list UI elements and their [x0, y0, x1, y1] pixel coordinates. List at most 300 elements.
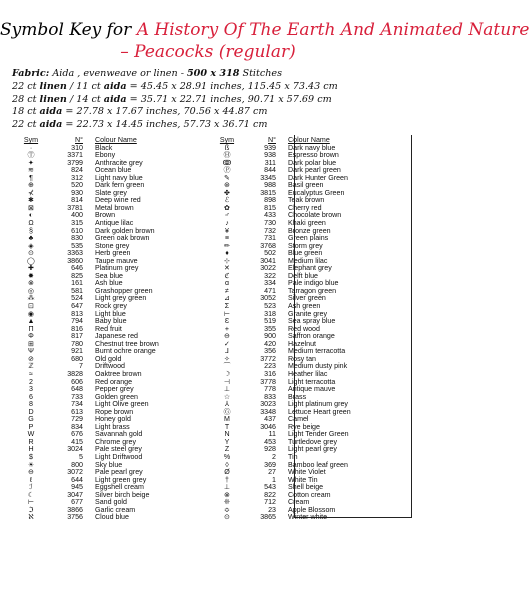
symbol-cell: ✿	[224, 203, 230, 212]
thread-number-cell: 471	[264, 286, 276, 295]
colour-name-cell: Slate grey	[95, 188, 127, 197]
fabric-type: aida	[103, 93, 127, 105]
colour-name-cell: Platinum grey	[95, 264, 139, 273]
symbol-cell: ℰ	[224, 196, 230, 205]
colour-name-cell: Red orange	[95, 377, 133, 386]
symbol-cell: ◯	[27, 256, 35, 265]
symbol-cell: ⊿	[224, 294, 230, 303]
thread-number-cell: 7	[79, 362, 83, 371]
colour-name-cell: Rope brown	[95, 407, 134, 416]
colour-name-cell: Light brass	[95, 422, 130, 431]
symbol-cell: ℭ	[224, 271, 230, 280]
thread-number-cell: 3799	[67, 158, 83, 167]
colour-name-cell: Rye beige	[288, 422, 320, 431]
thread-number-cell: 794	[71, 317, 83, 326]
stitch-count: 500 x 318	[187, 68, 240, 79]
colour-name-cell: Light Driftwood	[95, 452, 143, 461]
thread-number-cell: 11	[268, 430, 276, 439]
colour-name-cell: Saffron orange	[288, 332, 335, 341]
thread-number-cell: 3371	[67, 151, 83, 160]
colour-name-cell: Bamboo leaf green	[288, 460, 348, 469]
thread-number-cell: 3865	[260, 513, 276, 522]
thread-number-cell: 938	[264, 151, 276, 160]
colour-name-cell: Chrome grey	[95, 437, 137, 446]
symbol-cell: ▲	[27, 317, 35, 326]
thread-number-cell: 606	[71, 377, 83, 386]
colour-name-cell: Cherry red	[288, 203, 322, 212]
thread-number-cell: 676	[71, 430, 83, 439]
thread-number-cell: 814	[71, 196, 83, 205]
table-row	[216, 409, 410, 417]
colour-name-cell: Dark navy blue	[288, 143, 336, 152]
symbol-cell: ⌒	[223, 362, 231, 371]
thread-number-cell: 822	[264, 490, 276, 499]
thread-number-cell: 369	[264, 460, 276, 469]
symbol-cell: ≡	[224, 234, 230, 243]
colour-name-cell: Antique lilac	[95, 219, 134, 228]
colour-name-cell: Metal brown	[95, 203, 134, 212]
symbol-cell: Ⓖ	[223, 407, 231, 416]
symbol-cell: ⅄	[224, 400, 230, 409]
colour-name-cell: Delft blue	[288, 271, 318, 280]
colour-name-cell: Light blue	[95, 309, 126, 318]
fabric-type: aida	[103, 81, 127, 92]
thread-number-cell: 415	[71, 437, 83, 446]
colour-name-cell: Pale indigo blue	[288, 279, 339, 288]
thread-number-cell: 523	[264, 302, 276, 311]
symbol-cell: ≠	[225, 286, 229, 295]
symbol-cell: ≋	[28, 166, 34, 175]
fabric-type: linen	[39, 93, 67, 105]
colour-name-cell: Ash green	[288, 302, 321, 311]
symbol-cell: ✓	[224, 339, 230, 348]
thread-count: 22 ct	[12, 81, 40, 92]
symbol-cell: ✧	[224, 354, 230, 363]
colour-name-cell: White Tin	[288, 475, 318, 484]
thread-number-cell: 647	[71, 302, 83, 311]
symbol-cell: ⊖	[224, 332, 230, 341]
thread-number-cell: 581	[71, 286, 83, 295]
finished-dimensions: = 45.45 x 28.91 inches, 115.45 x 73.43 cm	[126, 81, 338, 92]
colour-name-cell: Japanese red	[95, 332, 138, 341]
symbol-cell: ⊞	[28, 339, 34, 348]
thread-number-cell: 613	[71, 407, 83, 416]
colour-name-cell: Deep wine red	[95, 196, 141, 205]
colour-name-cell: Driftwood	[95, 362, 125, 371]
symbol-cell: ⊖	[28, 468, 34, 477]
finished-dimensions: = 35.71 x 22.71 inches, 90.71 x 57.69 cm	[126, 93, 332, 105]
thread-number-cell: 3041	[260, 256, 276, 265]
symbol-cell: ⊠	[28, 203, 34, 212]
thread-number-cell: 3023	[260, 400, 276, 409]
symbol-cell: ⊥	[223, 385, 231, 394]
symbol-cell: ⊛	[224, 181, 230, 190]
colour-name-cell: Light navy blue	[95, 173, 143, 182]
thread-count: 28 ct	[12, 93, 40, 105]
colour-name-cell: Ebony	[95, 151, 116, 160]
symbol-cell: ♦	[225, 249, 229, 258]
symbol-cell: ⊥	[223, 483, 231, 492]
table-row	[216, 514, 410, 522]
thread-number-cell: 988	[264, 181, 276, 190]
thread-number-cell: 161	[71, 279, 83, 288]
thread-number-cell: 3828	[67, 369, 83, 378]
colour-name-cell: Cloud blue	[95, 513, 129, 522]
thread-number-cell: 733	[71, 392, 83, 401]
symbol-cell: Ø	[224, 468, 230, 477]
symbol-cell: ✸	[28, 271, 34, 280]
symbol-cell: ⊡	[28, 302, 34, 311]
colour-name-cell: Basil green	[288, 181, 324, 190]
colour-name-cell: Light platinum grey	[288, 400, 348, 409]
thread-number-cell: 3778	[260, 377, 276, 386]
colour-name-cell: Chocolate brown	[288, 211, 342, 220]
colour-name-cell: Ash blue	[95, 279, 123, 288]
thread-number-cell: 3072	[67, 468, 83, 477]
symbol-cell: 2	[29, 377, 33, 386]
colour-name-cell: Brass	[288, 392, 307, 401]
thread-number-cell: 311	[264, 158, 276, 167]
thread-number-cell: 3781	[67, 203, 83, 212]
symbol-cell: ≎	[224, 505, 230, 514]
symbol-cell: ⅃	[225, 347, 229, 356]
symbol-cell: ☾	[27, 490, 35, 499]
thread-count: 14 ct	[76, 93, 104, 105]
thread-number-cell: 3363	[67, 249, 83, 258]
table-body-right	[216, 145, 410, 522]
header-sym: Sym	[23, 136, 39, 144]
colour-name-cell: Tarragon green	[288, 286, 337, 295]
fabric-size-line	[12, 119, 412, 132]
symbol-cell: H	[28, 445, 34, 454]
colour-name-cell: Ocean blue	[95, 166, 132, 175]
symbol-cell: P	[28, 422, 34, 431]
colour-name-cell: Light pearl grey	[288, 445, 337, 454]
symbol-cell: ◉	[27, 309, 35, 318]
colour-name-cell: Chestnut tree brown	[95, 339, 159, 348]
colour-name-cell: Light terracotta	[288, 377, 336, 386]
thread-number-cell: 524	[71, 294, 83, 303]
fabric-size-line	[12, 94, 412, 107]
thread-number-cell: 27	[268, 468, 276, 477]
symbol-cell: Ψ	[28, 347, 34, 356]
colour-name-cell: Dark fern green	[95, 181, 145, 190]
colour-name-cell: Anthracite grey	[95, 158, 143, 167]
thread-number-cell: 817	[71, 332, 83, 341]
thread-number-cell: 712	[264, 498, 276, 507]
header-num: N°	[268, 136, 276, 144]
thread-number-cell: 677	[71, 498, 83, 507]
colour-name-cell: Green oak brown	[95, 234, 150, 243]
thread-number-cell: 223	[264, 362, 276, 371]
thread-number-cell: 1	[272, 475, 276, 484]
colour-name-cell: Elephant grey	[288, 264, 332, 273]
symbol-cell: ⁂	[27, 294, 35, 303]
finished-dimensions: = 27.78 x 17.67 inches, 70.56 x 44.87 cm	[62, 106, 268, 117]
thread-number-cell: 543	[264, 483, 276, 492]
symbol-cell: Ɛ	[224, 317, 230, 326]
colour-name-cell: Rock grey	[95, 302, 127, 311]
thread-number-cell: 732	[264, 226, 276, 235]
thread-number-cell: 731	[264, 234, 276, 243]
thread-number-cell: 453	[264, 437, 276, 446]
colour-name-cell: Light grey green	[95, 294, 147, 303]
pattern-variant: – Peacocks (regular)	[120, 42, 296, 62]
thread-number-cell: 316	[264, 369, 276, 378]
title-prefix: Symbol Key for	[0, 20, 132, 40]
colour-name-cell: Pepper grey	[95, 385, 134, 394]
thread-number-cell: 825	[71, 271, 83, 280]
thread-number-cell: 3047	[67, 490, 83, 499]
thread-number-cell: 23	[268, 505, 276, 514]
symbol-cell: T	[224, 422, 230, 431]
symbol-cell: ☽	[223, 369, 231, 378]
symbol-cell: §	[29, 226, 33, 235]
colour-name-cell: Turtledove grey	[288, 437, 338, 446]
symbol-cell: M	[224, 415, 230, 424]
thread-count: 18 ct	[12, 106, 40, 117]
symbol-cell: ℵ	[28, 513, 34, 522]
thread-number-cell: 3052	[260, 294, 276, 303]
colour-name-cell: Heather lilac	[288, 369, 328, 378]
symbol-cell: ◎	[27, 286, 35, 295]
symbol-cell: $	[29, 452, 33, 461]
thread-number-cell: 502	[264, 249, 276, 258]
symbol-cell: R	[28, 437, 34, 446]
table-row	[216, 446, 410, 454]
header-num: N°	[75, 136, 83, 144]
colour-name-cell: Medium dusty pink	[288, 362, 348, 371]
thread-number-cell: 816	[71, 324, 83, 333]
symbol-cell: ⊣	[223, 377, 231, 386]
symbol-cell: ⊢	[27, 498, 35, 507]
table-row	[216, 492, 410, 500]
symbol-cell: ⊹	[224, 256, 230, 265]
symbol-cell: ⊢	[223, 309, 231, 318]
thread-number-cell: 680	[71, 354, 83, 363]
fabric-label: Fabric:	[12, 68, 50, 79]
symbol-cell: ◊	[225, 460, 229, 469]
thread-number-cell: 928	[264, 445, 276, 454]
colour-name-cell: Granite grey	[288, 309, 328, 318]
thread-number-cell: 815	[264, 203, 276, 212]
page-title	[0, 20, 529, 40]
symbol-cell: ♪	[225, 219, 229, 228]
header-name: Colour Name	[288, 136, 330, 144]
thread-number-cell: 535	[71, 241, 83, 250]
thread-number-cell: 520	[71, 181, 83, 190]
thread-number-cell: 844	[264, 166, 276, 175]
symbol-cell: ✱	[28, 196, 34, 205]
colour-name-cell: Dark golden brown	[95, 226, 155, 235]
colour-name-cell: Tin	[288, 452, 298, 461]
symbol-cell: ◐	[28, 211, 34, 220]
colour-name-cell: Teak brown	[288, 196, 325, 205]
colour-name-cell: Eggshell cream	[95, 483, 144, 492]
colour-name-cell: Silver birch beige	[95, 490, 150, 499]
thread-number-cell: 334	[264, 279, 276, 288]
colour-name-cell: Brown	[95, 211, 116, 220]
colour-name-cell: Sand gold	[95, 498, 127, 507]
thread-number-cell: 3860	[67, 256, 83, 265]
symbol-cell: ☀	[27, 460, 35, 469]
colour-name-cell: Green plains	[288, 234, 329, 243]
thread-number-cell: 312	[71, 173, 83, 182]
thread-number-cell: 5	[79, 452, 83, 461]
thread-number-cell: 433	[264, 211, 276, 220]
stitch-suffix: Stitches	[239, 68, 283, 79]
thread-number-cell: 3756	[67, 513, 83, 522]
symbol-cell: ☆	[223, 392, 231, 401]
symbol-cell: ⊙	[224, 513, 230, 522]
colour-name-cell: Herb green	[95, 249, 131, 258]
symbol-cell: D	[28, 407, 34, 416]
thread-number-cell: 644	[71, 475, 83, 484]
symbol-cell: ℓ	[29, 475, 33, 484]
symbol-table-right	[216, 137, 410, 522]
thread-count: 22 ct	[12, 118, 40, 130]
fabric-line	[12, 68, 412, 81]
symbol-cell: ✤	[224, 188, 230, 197]
symbol-cell: %	[223, 452, 231, 461]
colour-name-cell: Sky blue	[95, 460, 123, 469]
separator: /	[66, 81, 77, 92]
symbol-cell: Ω	[28, 219, 34, 228]
colour-name-cell: Camel	[288, 415, 309, 424]
thread-number-cell: 2	[272, 452, 276, 461]
thread-number-cell: 780	[71, 339, 83, 348]
symbol-cell: ⊀	[28, 188, 34, 197]
thread-number-cell: 734	[71, 400, 83, 409]
header-name: Colour Name	[95, 136, 137, 144]
page-subtitle	[0, 42, 416, 62]
symbol-cell: 3	[29, 385, 33, 394]
symbol-cell: ✦	[28, 158, 34, 167]
symbol-cell: ɑ	[225, 279, 229, 288]
symbol-cell: Σ	[224, 302, 230, 311]
thread-number-cell: 730	[264, 219, 276, 228]
symbol-cell: ⊕	[28, 181, 34, 190]
colour-name-cell: Black	[95, 143, 113, 152]
fabric-size-line	[12, 81, 412, 94]
pattern-name: A History Of The Earth And Animated Nature	[136, 20, 529, 40]
separator: /	[66, 93, 77, 105]
colour-name-cell: Khaki green	[288, 219, 326, 228]
colour-name-cell: Cream	[288, 498, 310, 507]
colour-name-cell: Silver green	[288, 294, 326, 303]
symbol-cell: N	[224, 430, 230, 439]
thread-number-cell: 648	[71, 385, 83, 394]
thread-number-cell: 778	[264, 385, 276, 394]
symbol-cell: ¥	[225, 226, 229, 235]
symbol-cell: ℑ	[28, 505, 34, 514]
symbol-cell: Z	[224, 445, 230, 454]
colour-name-cell: Light Tender Green	[288, 430, 349, 439]
thread-number-cell: 900	[264, 332, 276, 341]
colour-name-cell: Dark polar blue	[288, 158, 337, 167]
colour-name-cell: Red wood	[288, 324, 320, 333]
symbol-cell: ⊙	[28, 249, 34, 258]
colour-name-cell: Blue green	[288, 249, 323, 258]
symbol-cell: ß	[224, 143, 230, 152]
colour-name-cell: Light Olive green	[95, 400, 149, 409]
thread-count: 11 ct	[76, 81, 104, 92]
thread-number-cell: 437	[264, 415, 276, 424]
colour-name-cell: Bronze green	[288, 226, 331, 235]
symbol-cell: ⊗	[28, 279, 34, 288]
colour-name-cell: Antique mauve	[288, 385, 336, 394]
colour-name-cell: Shell beige	[288, 483, 324, 492]
colour-name-cell: Cotton cream	[288, 490, 331, 499]
colour-name-cell: Sea blue	[95, 271, 124, 280]
symbol-cell: ✏	[224, 241, 230, 250]
symbol-cell: ⊘	[28, 354, 34, 363]
symbol-cell: ¶	[29, 173, 33, 182]
colour-name-cell: Golden green	[95, 392, 138, 401]
fabric-size-line	[12, 106, 412, 119]
symbol-cell: ✕	[224, 264, 230, 273]
thread-number-cell: 3022	[260, 264, 276, 273]
thread-number-cell: 939	[264, 143, 276, 152]
colour-name-cell: Lettuce Heart green	[288, 407, 351, 416]
colour-name-cell: Sea spray blue	[288, 317, 336, 326]
symbol-cell: ⊗	[224, 490, 230, 499]
symbol-table-left	[10, 137, 210, 522]
colour-name-cell: Savannah gold	[95, 430, 143, 439]
colour-name-cell: Eucalyptus Green	[288, 188, 345, 197]
symbol-cell: Ⓟ	[223, 166, 231, 175]
thread-number-cell: 646	[71, 264, 83, 273]
thread-number-cell: 930	[71, 188, 83, 197]
thread-number-cell: 519	[264, 317, 276, 326]
symbol-cell: ◈	[28, 241, 34, 250]
header-sym: Sym	[219, 136, 235, 144]
symbol-cell: Ⓣ	[27, 151, 35, 160]
symbol-cell: Π	[28, 324, 34, 333]
thread-number-cell: 3348	[260, 407, 276, 416]
symbol-cell: †	[225, 475, 229, 484]
symbol-cell: ·	[29, 143, 33, 152]
thread-number-cell: 610	[71, 226, 83, 235]
colour-name-cell: Oaktree brown	[95, 369, 142, 378]
symbol-cell: ℐ	[29, 483, 33, 492]
symbol-cell: ♣	[28, 234, 34, 243]
thread-number-cell: 3815	[260, 188, 276, 197]
colour-name-cell: Medium terracotta	[288, 347, 346, 356]
table-row	[10, 514, 210, 522]
symbol-cell: W	[27, 430, 35, 439]
colour-name-cell: Storm grey	[288, 241, 323, 250]
symbol-cell: ≈	[29, 369, 33, 378]
colour-name-cell: Dark pearl green	[288, 166, 341, 175]
thread-number-cell: 356	[264, 347, 276, 356]
symbol-cell: ℤ	[28, 362, 34, 371]
thread-number-cell: 322	[264, 271, 276, 280]
symbol-cell: ↂ	[222, 158, 232, 167]
colour-name-cell: Medium lilac	[288, 256, 328, 265]
colour-name-cell: Burnt ochre orange	[95, 347, 156, 356]
symbol-cell: ❊	[224, 498, 230, 507]
colour-name-cell: Apple Blossom	[288, 505, 336, 514]
finished-dimensions: = 22.73 x 14.45 inches, 57.73 x 36.71 cm	[62, 118, 268, 130]
fabric-text: Aida , evenweave or linen -	[52, 68, 187, 79]
colour-name-cell: Pale steel grey	[95, 445, 142, 454]
table-body-left	[10, 145, 210, 522]
symbol-cell: ♂	[224, 211, 230, 220]
thread-number-cell: 355	[264, 324, 276, 333]
thread-number-cell: 400	[71, 211, 83, 220]
colour-name-cell: Garlic cream	[95, 505, 136, 514]
